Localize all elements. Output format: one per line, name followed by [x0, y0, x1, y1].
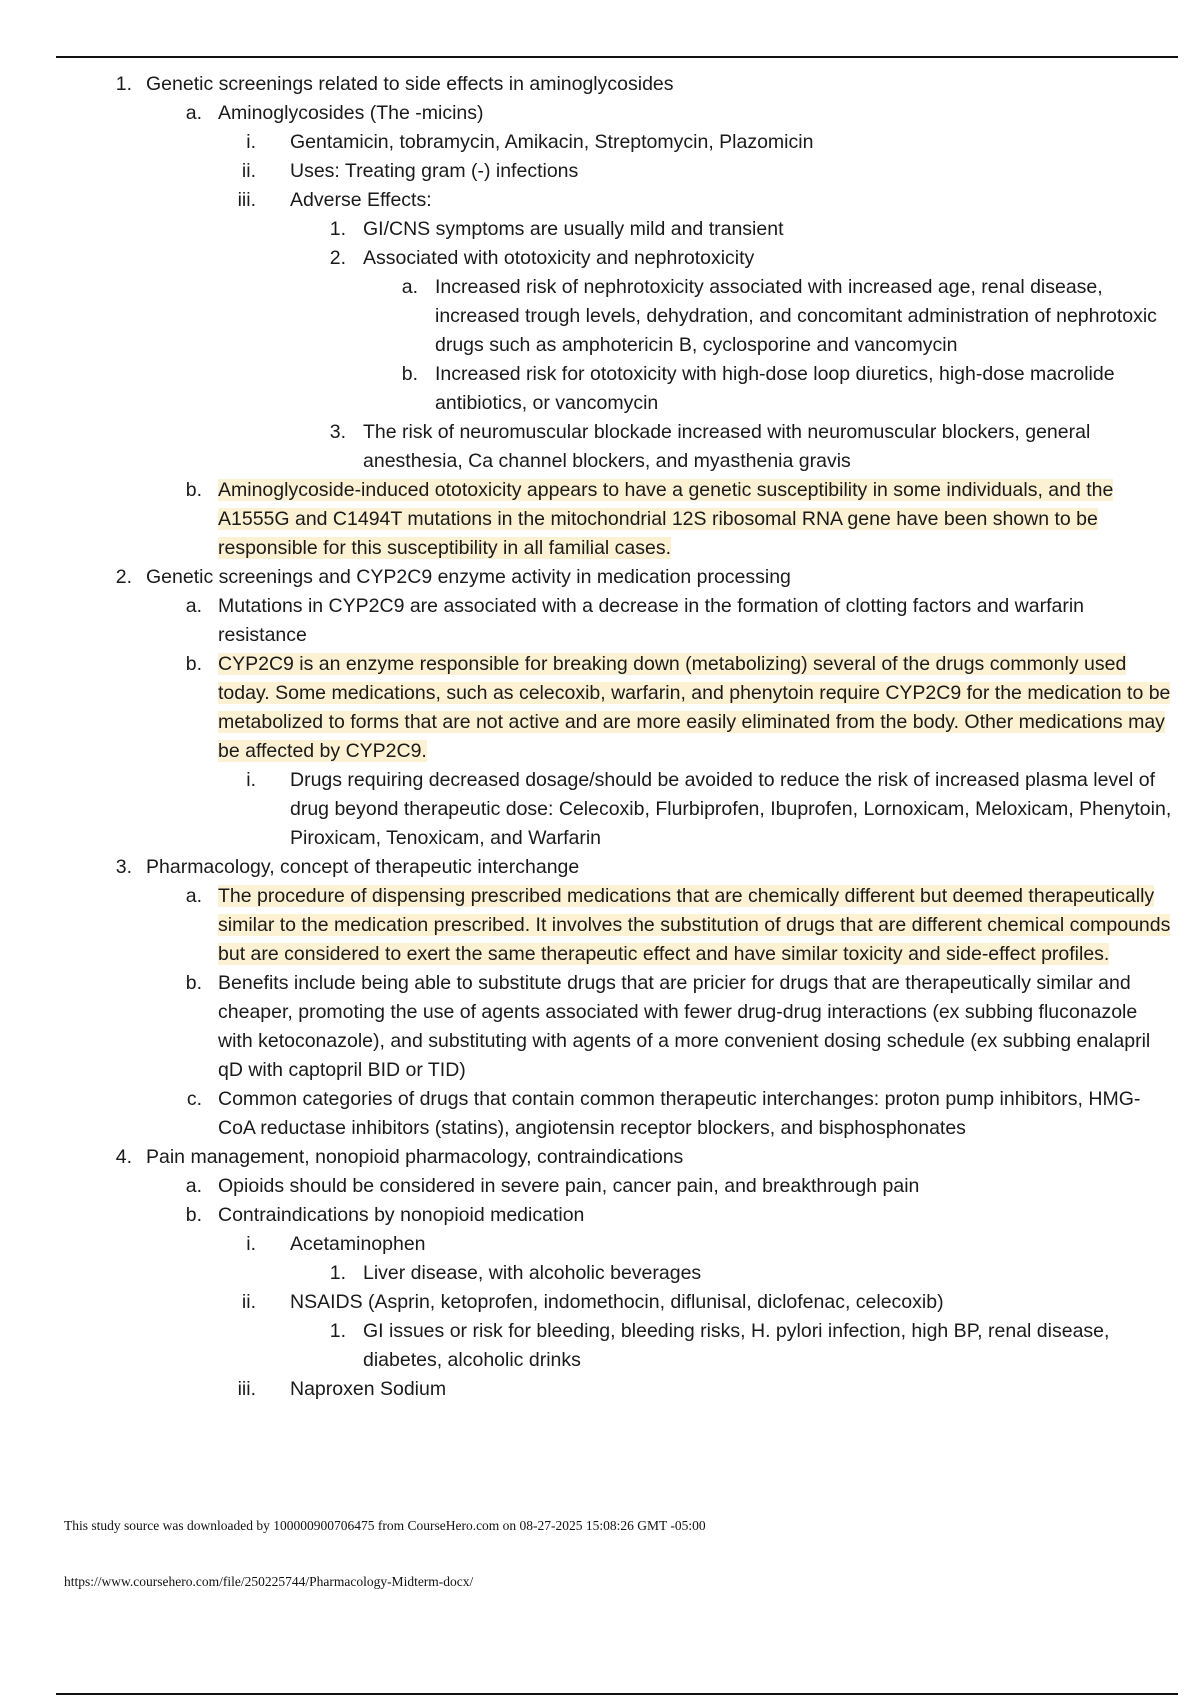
- list-item-text: Gentamicin, tobramycin, Amikacin, Streptomycin, Plazomicin: [290, 131, 814, 153]
- list-marker: b.: [185, 479, 202, 501]
- source-url: https://www.coursehero.com/file/250225744/Pharmacology-Midterm-docx/: [64, 1574, 474, 1589]
- list-item: [0, 1172, 1200, 1201]
- list-item-text: Opioids should be considered in severe pain, cancer pain, and breakthrough pain: [218, 1175, 920, 1197]
- list-item: [0, 157, 1200, 186]
- list-item-text: NSAIDS (Asprin, ketoprofen, indomethocin, diflunisal, diclofenac, celecoxib): [290, 1291, 944, 1313]
- list-item-text: GI issues or risk for bleeding, bleeding risks, H. pylori infection, high BP, renal disease, diabetes, alcoholic drinks: [363, 1320, 1110, 1371]
- list-item: [0, 1317, 1200, 1375]
- list-item: [0, 1201, 1200, 1230]
- list-item-text: The risk of neuromuscular blockade increased with neuromuscular blockers, general anesthesia, Ca channel blockers, and myasthenia gravis: [363, 421, 1091, 472]
- list-item-text: Pharmacology, concept of therapeutic interchange: [146, 856, 580, 878]
- list-item: [0, 853, 1200, 882]
- list-item-text: Benefits include being able to substitute drugs that are pricier for drugs that are therapeutically similar and cheaper, promoting the use of agents associated with fewer drug-drug interactions (ex subbing fluconazole with ketoconazole), and substituting with agents of a more convenient dosing schedule (ex subbing enalapril qD with captopril BID or TID): [218, 972, 1151, 1081]
- highlighted-text: CYP2C9 is an enzyme responsible for breaking down (metabolizing) several of the drugs commonly used today. Some medications, such as celecoxib, warfarin, and phenytoin require CYP2C9 for the medication to be metabolized to forms that are not active and are more easily eliminated from the body. Other medications may be affected by CYP2C9.: [218, 653, 1171, 762]
- download-notice: This study source was downloaded by 100000900706475 from CourseHero.com on 08-27-2025 15:08:26 GMT -05:00: [64, 1518, 706, 1533]
- list-marker: b.: [401, 363, 418, 385]
- list-item: [0, 128, 1200, 157]
- list-item: [0, 360, 1200, 418]
- list-item-text: Drugs requiring decreased dosage/should be avoided to reduce the risk of increased plasma level of drug beyond therapeutic dose: Celecoxib, Flurbiprofen, Ibuprofen, Lornoxicam, Meloxicam, Phenytoin, Piroxicam, Tenoxicam, and Warfarin: [290, 769, 1172, 849]
- list-marker: 3.: [115, 856, 132, 878]
- list-item-text: Mutations in CYP2C9 are associated with a decrease in the formation of clotting factors and warfarin resistance: [218, 595, 1085, 646]
- list-item: [0, 476, 1200, 563]
- list-item: [0, 650, 1200, 766]
- list-item: [0, 563, 1200, 592]
- list-item-text: Increased risk for ototoxicity with high-dose loop diuretics, high-dose macrolide antibiotics, or vancomycin: [435, 363, 1115, 414]
- highlighted-text: Aminoglycoside-induced ototoxicity appears to have a genetic susceptibility in some individuals, and the A1555G and C1494T mutations in the mitochondrial 12S ribosomal RNA gene have been shown to be responsible for this susceptibility in all familial cases.: [218, 479, 1114, 559]
- list-item: [0, 1288, 1200, 1317]
- list-item: [0, 969, 1200, 1085]
- list-marker: 3.: [329, 421, 346, 443]
- list-item-text: Naproxen Sodium: [290, 1378, 447, 1400]
- list-item: [0, 1375, 1200, 1404]
- list-item: [0, 882, 1200, 969]
- list-item-text: Genetic screenings related to side effects in aminoglycosides: [146, 73, 674, 95]
- list-item: [0, 70, 1200, 99]
- list-item-text: Adverse Effects:: [290, 189, 432, 211]
- list-item: [0, 592, 1200, 650]
- list-marker: 1.: [115, 73, 132, 95]
- list-marker: a.: [185, 102, 202, 124]
- list-item: [0, 99, 1200, 128]
- list-item: [0, 1143, 1200, 1172]
- list-item: [0, 244, 1200, 273]
- list-item: [0, 1085, 1200, 1143]
- list-marker: 4.: [115, 1146, 132, 1168]
- list-marker: iii.: [237, 1378, 256, 1400]
- list-item-text: GI/CNS symptoms are usually mild and transient: [363, 218, 784, 240]
- list-marker: iii.: [237, 189, 256, 211]
- list-item-text: Pain management, nonopioid pharmacology, contraindications: [146, 1146, 684, 1168]
- list-item-text: Uses: Treating gram (-) infections: [290, 160, 579, 182]
- list-item-text: Common categories of drugs that contain common therapeutic interchanges: proton pump inhibitors, HMG-CoA reductase inhibitors (statins), angiotensin receptor blockers, and bisphosphonates: [218, 1088, 1141, 1139]
- bottom-rule: [56, 1693, 1178, 1695]
- list-item-text: Acetaminophen: [290, 1233, 426, 1255]
- list-item-text: Associated with ototoxicity and nephrotoxicity: [363, 247, 755, 269]
- list-marker: 1.: [329, 1320, 346, 1342]
- list-marker: i.: [246, 769, 256, 791]
- list-marker: a.: [401, 276, 418, 298]
- list-item: [0, 273, 1200, 360]
- top-rule: [56, 56, 1178, 58]
- list-item-text: Increased risk of nephrotoxicity associated with increased age, renal disease, increased trough levels, dehydration, and concomitant administration of nephrotoxic drugs such as amphotericin B, cyclosporine and vancomycin: [435, 276, 1157, 356]
- list-item: [0, 766, 1200, 853]
- list-item-text: Aminoglycosides (The -micins): [218, 102, 484, 124]
- list-marker: 2.: [329, 247, 346, 269]
- list-marker: a.: [185, 1175, 202, 1197]
- list-marker: a.: [185, 595, 202, 617]
- list-marker: b.: [185, 972, 202, 994]
- list-item-text: Liver disease, with alcoholic beverages: [363, 1262, 702, 1284]
- list-item: [0, 418, 1200, 476]
- list-marker: 1.: [329, 218, 346, 240]
- list-item: [0, 186, 1200, 215]
- list-marker: a.: [185, 885, 202, 907]
- highlighted-text: The procedure of dispensing prescribed medications that are chemically different but deemed therapeutically similar to the medication prescribed. It involves the substitution of drugs that are different chemical compounds but are considered to exert the same therapeutic effect and have similar toxicity and side-effect profiles.: [218, 885, 1171, 965]
- document-body: [0, 70, 1200, 1404]
- list-item: [0, 1230, 1200, 1259]
- list-item: [0, 215, 1200, 244]
- list-marker: b.: [185, 653, 202, 675]
- list-item: [0, 1259, 1200, 1288]
- list-marker: 1.: [329, 1262, 346, 1284]
- list-marker: b.: [185, 1204, 202, 1226]
- list-marker: ii.: [241, 160, 256, 182]
- list-marker: i.: [246, 131, 256, 153]
- list-item-text: Genetic screenings and CYP2C9 enzyme activity in medication processing: [146, 566, 791, 588]
- list-marker: i.: [246, 1233, 256, 1255]
- list-item-text: Contraindications by nonopioid medication: [218, 1204, 585, 1226]
- list-marker: ii.: [241, 1291, 256, 1313]
- list-marker: c.: [186, 1088, 202, 1110]
- list-marker: 2.: [115, 566, 132, 588]
